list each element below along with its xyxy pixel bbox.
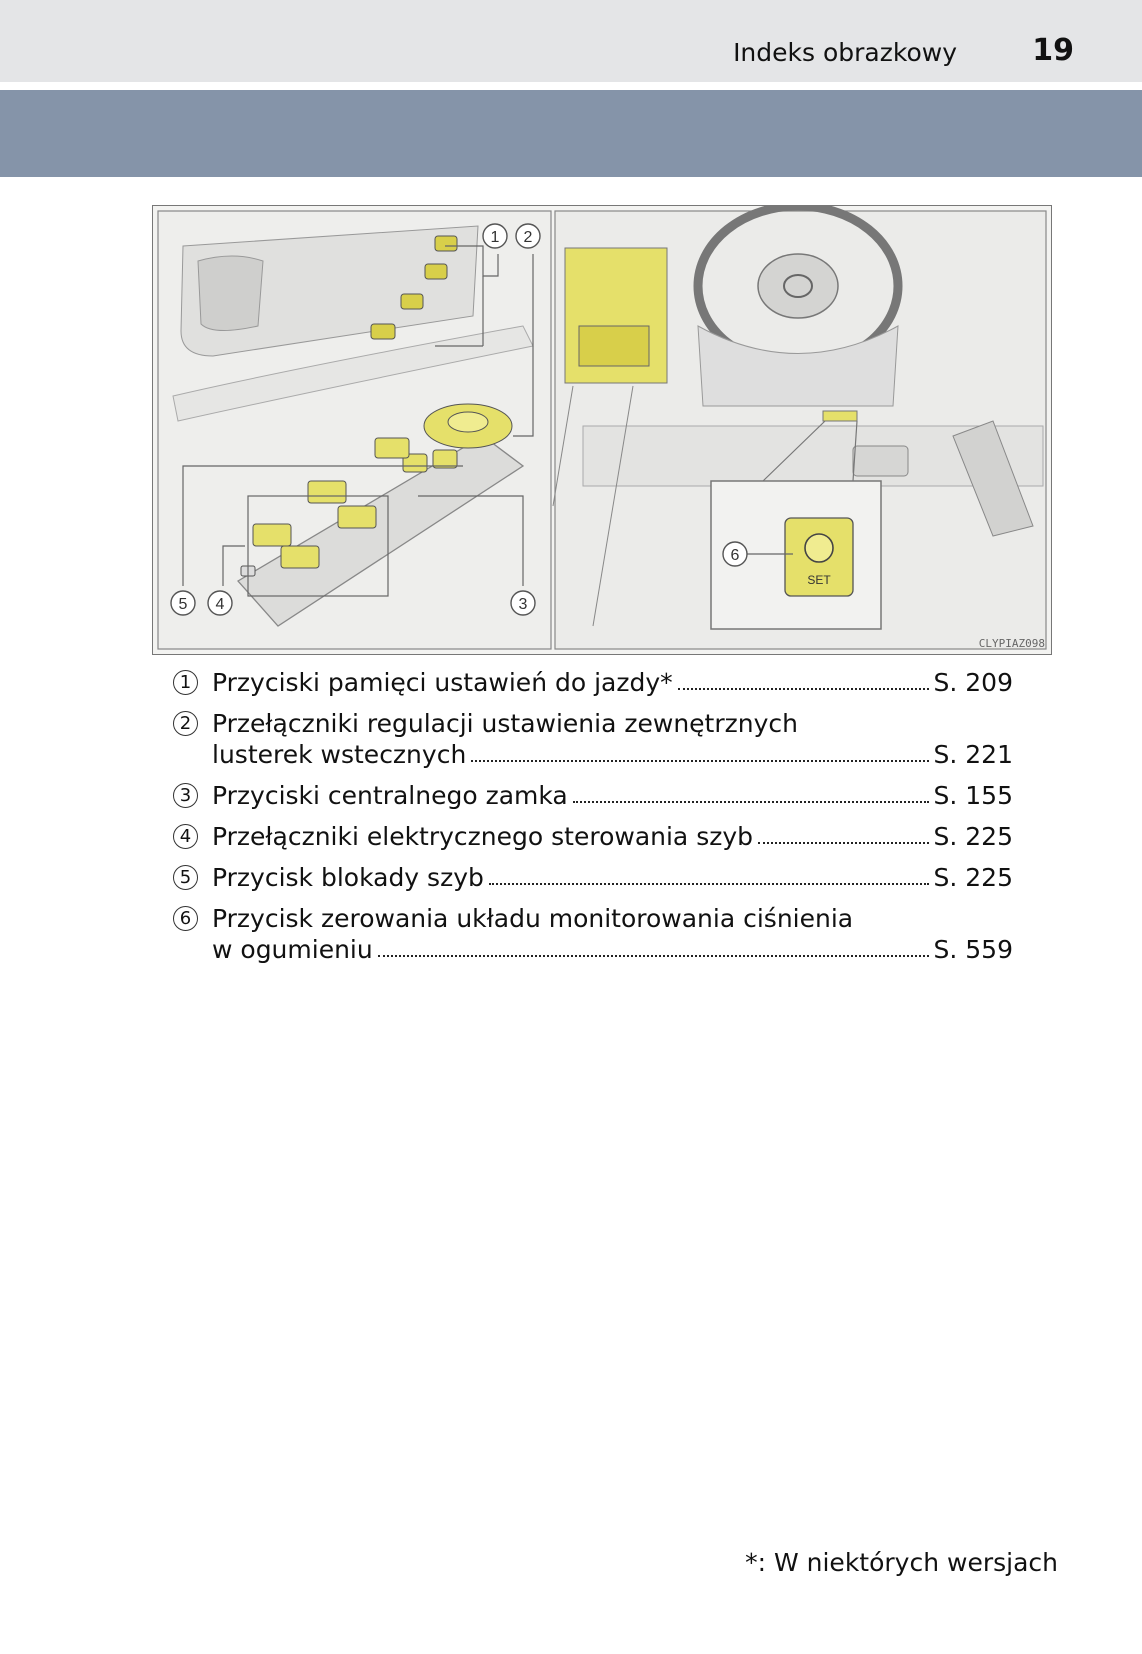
window-switch [338,506,376,528]
item-text: Przycisk blokady szyb [212,863,484,892]
memory-button [401,294,423,309]
mirror-joystick [448,412,488,432]
svg-text:3: 3 [518,596,528,613]
memory-button [371,324,395,339]
item-text: Przyciski pamięci ustawień do jazdy* [212,668,673,697]
svg-text:2: 2 [523,229,533,246]
figure-code: CLYPIAZ098 [978,637,1045,650]
item-number: 1 [173,670,198,695]
callout-6 [723,542,747,566]
item-number: 2 [173,711,198,736]
list-item [173,667,1013,698]
header-bar [0,0,1142,82]
door-handle [198,256,263,331]
window-switch [281,546,319,568]
item-text: Przycisk zerowania układu monitorowania ciśnienia [212,904,854,933]
callout-4 [208,591,232,615]
item-number: 5 [173,865,198,890]
window-switch [308,481,346,503]
page-reference: S. 155 [933,781,1013,810]
svg-text:1: 1 [490,229,500,246]
list-item [173,862,1013,893]
feature-list [173,667,1013,975]
unlock-button [433,450,457,468]
svg-text:4: 4 [215,596,225,613]
item-text: Przełączniki regulacji ustawienia zewnętrznych [212,709,798,738]
page-reference: S. 209 [933,668,1013,697]
list-item [173,903,1013,965]
item-text: Przyciski centralnego zamka [212,781,568,810]
set-label: SET [807,573,831,587]
page-reference: S. 559 [933,935,1013,964]
list-item [173,780,1013,811]
figure-illustration [152,205,1052,655]
item-number: 6 [173,906,198,931]
page-reference: S. 221 [933,740,1013,769]
item-text: Przełączniki elektrycznego sterowania szyb [212,822,754,851]
car-interior-illustration [153,206,1051,654]
memory-button [425,264,447,279]
window-switch [375,438,409,458]
svg-text:5: 5 [178,596,188,613]
header-band [0,90,1142,177]
callout-3 [511,591,535,615]
item-text-continued: lusterek wstecznych [212,740,467,769]
memory-button [435,236,457,251]
tpms-location-marker [823,411,857,421]
item-number: 3 [173,783,198,808]
page-number: 19 [1032,33,1074,68]
page-reference: S. 225 [933,863,1013,892]
window-switch [253,524,291,546]
list-item [173,708,1013,770]
callout-5 [171,591,195,615]
section-title: Indeks obrazkowy [733,38,957,67]
brake-pedal [853,446,908,476]
list-item [173,821,1013,852]
footnote: *: W niektórych wersjach [745,1548,1058,1577]
callout-2 [516,224,540,248]
item-number: 4 [173,824,198,849]
page-reference: S. 225 [933,822,1013,851]
callout-1 [483,224,507,248]
svg-text:6: 6 [730,547,740,564]
item-text-continued: w ogumieniu [212,935,373,964]
